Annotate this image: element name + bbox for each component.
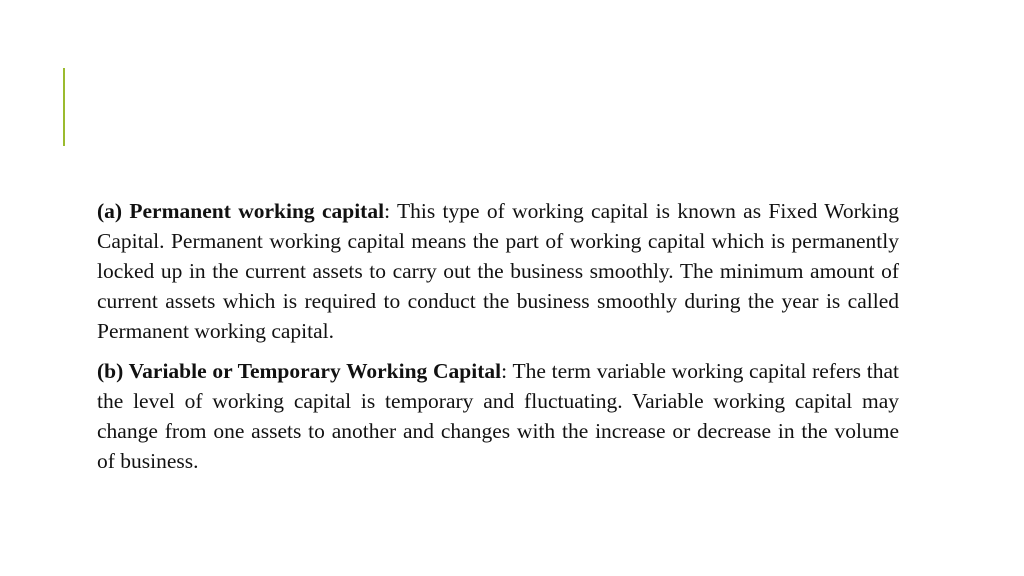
term-separator: : [384,199,391,223]
term-variable-working-capital: (b) Variable or Temporary Working Capital [97,359,502,383]
paragraph-variable-working-capital [97,356,899,476]
title-accent-bar [63,68,65,146]
slide-body [97,196,899,486]
definition-permanent-working-capital: This type of working capital is known as Fixed Working Capital. Permanent working capital means the part of working capital which is permanently locked up in the current assets to carry out the business smoothly. The minimum amount of current assets which is required to conduct the business smoothly during the year is called Permanent working capital. [97,199,899,343]
paragraph-permanent-working-capital [97,196,899,346]
term-separator: : [501,359,508,383]
definition-variable-working-capital: The term variable working capital refers that the level of working capital is temporary and fluctuating. Variable working capital may change from one assets to another and changes with the increase or decrease in the volume of business. [97,359,899,473]
term-permanent-working-capital: (a) Permanent working capital [97,199,385,223]
